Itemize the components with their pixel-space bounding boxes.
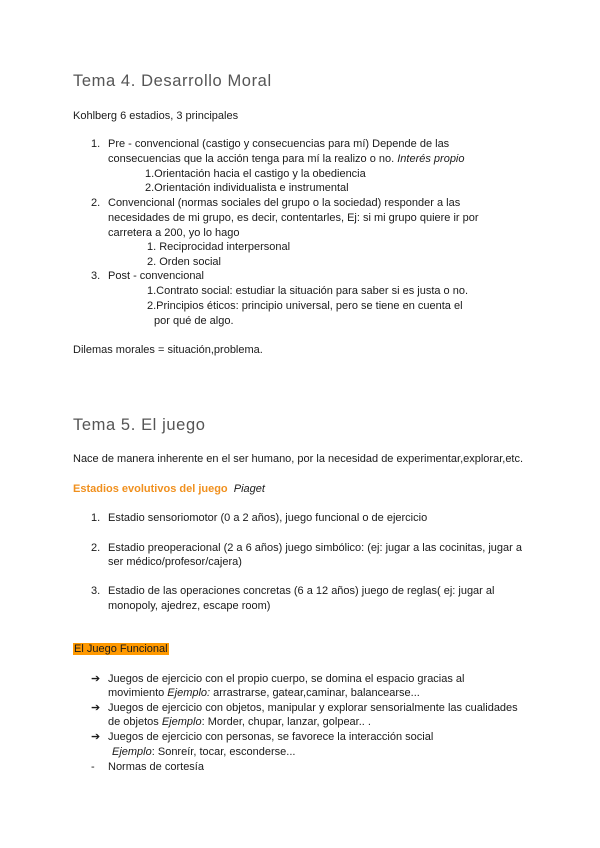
tema4-intro: Kohlberg 6 estadios, 3 principales: [73, 110, 239, 122]
tema5-intro: Nace de manera inherente en el ser humano, por la necesidad de experimentar,explorar,etc.: [73, 453, 524, 465]
sub-item: 1.Contrato social: estudiar la situación para saber si es justa o no.: [147, 285, 469, 297]
list-item-number: 3.: [91, 270, 101, 282]
arrow-bullet-icon: ➔: [91, 673, 101, 685]
list-item-number: 1.: [91, 138, 101, 150]
arrow-bullet-icon: ➔: [91, 702, 101, 714]
sub-item: 2.Principios éticos: principio universal, pero se tiene en cuenta el: [147, 300, 463, 312]
sub-item: 2. Orden social: [147, 256, 221, 268]
list-item-text: ser médico/profesor/cajera): [108, 556, 242, 568]
bullet-text: Normas de cortesía: [108, 761, 204, 773]
bullet-text: Juegos de ejercicio con objetos, manipular y explorar sensorialmente las cualidades: [108, 702, 518, 714]
list-item-text: Pre - convencional (castigo y consecuencias para mí) Depende de las: [108, 138, 450, 150]
sub-item: 2.Orientación individualista e instrumental: [145, 182, 349, 194]
list-item-number: 2.: [91, 197, 101, 209]
bullet-text: Juegos de ejercicio con personas, se favorece la interacción social: [108, 731, 434, 743]
bullet-text: de objetos Ejemplo: Morder, chupar, lanzar, golpear.. .: [108, 716, 371, 728]
arrow-bullet-icon: ➔: [91, 731, 101, 743]
list-item-text: Estadio sensoriomotor (0 a 2 años), juego funcional o de ejercicio: [108, 512, 428, 524]
list-item-text: Post - convencional: [108, 270, 204, 282]
bullet-text: Ejemplo: Sonreír, tocar, esconderse...: [112, 746, 296, 758]
bullet-text: movimiento Ejemplo: arrastrarse, gatear,caminar, balancearse...: [108, 687, 420, 699]
list-item-text: Estadio preoperacional (2 a 6 años) juego simbólico: (ej: jugar a las cocinitas, jugar a: [108, 542, 522, 554]
sub-item: por qué de algo.: [154, 315, 234, 327]
sub-item: 1.Orientación hacia el castigo y la obediencia: [145, 168, 366, 180]
list-item-text: carretera a 200, yo lo hago: [108, 227, 240, 239]
list-item-text: Convencional (normas sociales del grupo o la sociedad) responder a las: [108, 197, 461, 209]
tema5-title: Tema 5. El juego: [73, 416, 206, 434]
estadios-heading: Estadios evolutivos del juego Piaget: [73, 483, 265, 495]
tema4-title: Tema 4. Desarrollo Moral: [73, 72, 272, 90]
list-item-text: necesidades de mi grupo, es decir, contentarles, Ej: si mi grupo quiere ir por: [108, 212, 479, 224]
list-item-number: 1.: [91, 512, 101, 524]
bullet-text: Juegos de ejercicio con el propio cuerpo, se domina el espacio gracias al: [108, 673, 465, 685]
list-item-text: consecuencias que la acción tenga para mí la realizo o no. Interés propio: [108, 153, 465, 165]
funcional-heading: El Juego Funcional: [74, 643, 168, 655]
dash-bullet: -: [91, 761, 95, 773]
list-item-text: monopoly, ajedrez, escape room): [108, 600, 271, 612]
list-item-text: Estadio de las operaciones concretas (6 a 12 años) juego de reglas( ej: jugar al: [108, 585, 495, 597]
dilemas-text: Dilemas morales = situación,problema.: [73, 344, 263, 356]
list-item-number: 3.: [91, 585, 101, 597]
sub-item: 1. Reciprocidad interpersonal: [147, 241, 291, 253]
list-item-number: 2.: [91, 542, 101, 554]
